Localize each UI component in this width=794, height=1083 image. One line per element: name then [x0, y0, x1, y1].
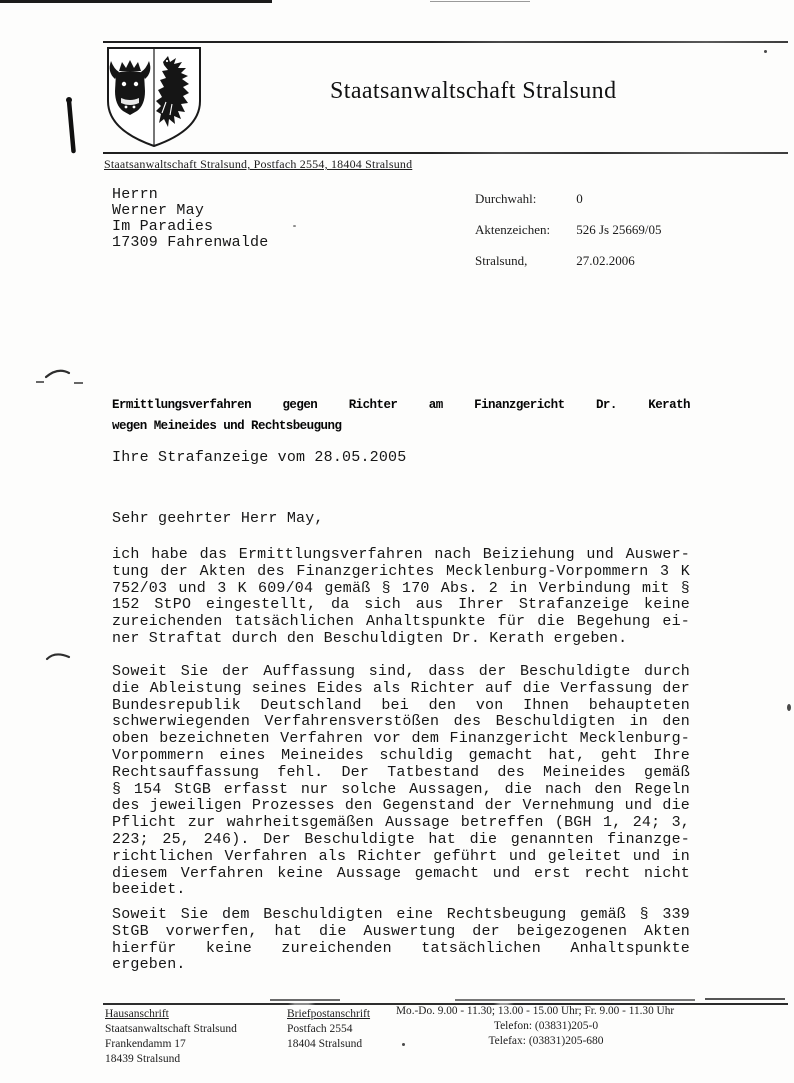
- coat-of-arms-icon: [104, 46, 204, 148]
- footer-line: 18404 Stralsund: [287, 1038, 363, 1050]
- body-line: StGB vorwerfen, hat die Auswertung der beigezogenen Akten: [112, 922, 690, 940]
- scan-artifact-top-line: [0, 0, 272, 3]
- letterhead-title: Staatsanwaltschaft Stralsund: [330, 78, 617, 104]
- recipient-line: Im Paradies: [112, 218, 214, 235]
- body-line: diesem Verfahren keine Aussage gemacht und erst recht nicht: [112, 864, 690, 882]
- meta-row-date: [475, 253, 635, 269]
- letterhead-bottom-rule: [103, 152, 788, 154]
- body-line: Soweit Sie der Auffassung sind, dass der Beschuldigte durch: [112, 663, 690, 680]
- paragraph-2: [112, 664, 690, 899]
- body-line: ner Straftat durch den Beschuldigten Dr. Kerath ergeben.: [112, 629, 628, 647]
- scan-artifact-footer-dash: [455, 999, 695, 1001]
- letterhead-top-rule: [103, 41, 788, 43]
- body-line: des jeweiligen Prozesses den Gegenstand der Vernehmung und die: [112, 797, 690, 815]
- body-line: zureichenden tatsächlichen Anhaltspunkte für die Begehung ei-: [112, 613, 690, 631]
- footer-line: 18439 Stralsund: [105, 1053, 181, 1065]
- pencil-mark: [44, 648, 74, 664]
- footer-line: Postfach 2554: [287, 1023, 353, 1035]
- footer-postal-lines: [287, 1022, 370, 1052]
- footer-fax: Telefax: (03831)205-680: [488, 1035, 604, 1047]
- subject-line: wegen Meineides und Rechtsbeugung: [112, 419, 342, 433]
- body-line: § 154 StGB erfasst nur solche Aussagen, die nach den Regeln: [112, 780, 690, 798]
- body-line: Rechtsauffassung fehl. Der Tatbestand des Meineides gemäß: [112, 763, 690, 781]
- meta-row-durchwahl: [475, 191, 583, 207]
- body-line: Pflicht zur wahrheitsgemäßen Aussage betreffen (BGH 1, 24; 3,: [112, 814, 690, 832]
- body-line: Soweit Sie dem Beschuldigten eine Rechtsbeugung gemäß § 339: [112, 906, 690, 923]
- scan-speck: [764, 50, 767, 53]
- body-line: Bundesrepublik Deutschland bei den von Ihnen behaupteten: [112, 696, 690, 714]
- meta-value: 27.02.2006: [576, 253, 635, 268]
- meta-row-aktenzeichen: [475, 222, 661, 238]
- pen-stroke-mark: [62, 95, 78, 155]
- scan-speck: [293, 225, 296, 227]
- body-line: schwerwiegenden Verfahrensverstößen des Beschuldigten in den: [112, 713, 690, 731]
- body-line: 223; 25, 246). Der Beschuldigte hat die genannten finanzge-: [112, 830, 690, 848]
- body-line: hierfür keine zureichenden tatsächlichen Anhaltspunkte: [112, 939, 690, 957]
- body-line: 152 StPO eingestellt, da sich aus Ihrer Strafanzeige keine: [112, 596, 690, 614]
- reference-line: Ihre Strafanzeige vom 28.05.2005: [112, 449, 407, 466]
- footer-postal-heading: Briefpostanschrift: [287, 1008, 371, 1020]
- subject-line: Ermittlungsverfahren gegen Richter am Finanzgericht Dr. Kerath: [112, 398, 690, 412]
- body-line: tung der Akten des Finanzgerichtes Mecklenburg-Vorpommern 3 K: [112, 562, 690, 580]
- meta-label: Aktenzeichen:: [475, 222, 551, 237]
- footer-line: Staatsanwaltschaft Stralsund: [105, 1023, 237, 1035]
- meta-value: 526 Js 25669/05: [576, 222, 662, 237]
- paragraph-3: [112, 907, 690, 974]
- meta-label: Stralsund,: [475, 253, 528, 268]
- footer-visiting-address: [105, 1007, 237, 1067]
- recipient-line: Herrn: [112, 186, 159, 203]
- footer-visiting-heading: Hausanschrift: [105, 1008, 169, 1020]
- body-line: 752/03 und 3 K 609/04 gemäß § 170 Abs. 2 in Verbindung mit §: [112, 579, 690, 597]
- scan-speck: [787, 704, 791, 711]
- meta-label: Durchwahl:: [475, 191, 537, 206]
- body-line: beeidet.: [112, 881, 186, 899]
- body-line: oben bezeichneten Verfahren vor dem Finanzgericht Mecklenburg-: [112, 730, 690, 748]
- scan-artifact-footer-dash: [270, 999, 340, 1001]
- footer-line: Frankendamm 17: [105, 1038, 186, 1050]
- body-line: die Ableistung seines Eides als Richter auf die Verfassung der: [112, 679, 690, 697]
- scan-artifact-footer-dash: [705, 998, 785, 1000]
- body-line: Vorpommern eines Meineides schuldig gemacht hat, geht Ihre: [112, 746, 690, 764]
- body-line: ich habe das Ermittlungsverfahren nach Beiziehung und Auswer-: [112, 546, 690, 563]
- footer-phone: Telefon: (03831)205-0: [493, 1020, 599, 1032]
- return-address-line: Staatsanwaltschaft Stralsund, Postfach 2554, 18404 Stralsund: [104, 157, 413, 171]
- recipient-line: Werner May: [112, 202, 205, 219]
- pencil-mark: [34, 358, 84, 386]
- subject-block: [112, 395, 690, 437]
- scan-artifact-top-dash: [430, 1, 530, 2]
- meta-value: 0: [576, 191, 583, 206]
- footer-office-hours: Mo.-Do. 9.00 - 11.30; 13.00 - 15.00 Uhr; Fr. 9.00 - 11.30 Uhr: [396, 1005, 675, 1017]
- body-line: ergeben.: [112, 956, 186, 974]
- recipient-address-block: [112, 187, 268, 251]
- paragraph-1: [112, 547, 690, 648]
- salutation: Sehr geehrter Herr May,: [112, 510, 324, 527]
- footer-contact: [396, 1004, 696, 1049]
- body-line: richtlichen Verfahren als Richter geführt und geleitet und in: [112, 847, 690, 865]
- footer-visiting-lines: [105, 1022, 237, 1067]
- recipient-line: 17309 Fahrenwalde: [112, 234, 269, 251]
- footer-postal-address: [287, 1007, 370, 1052]
